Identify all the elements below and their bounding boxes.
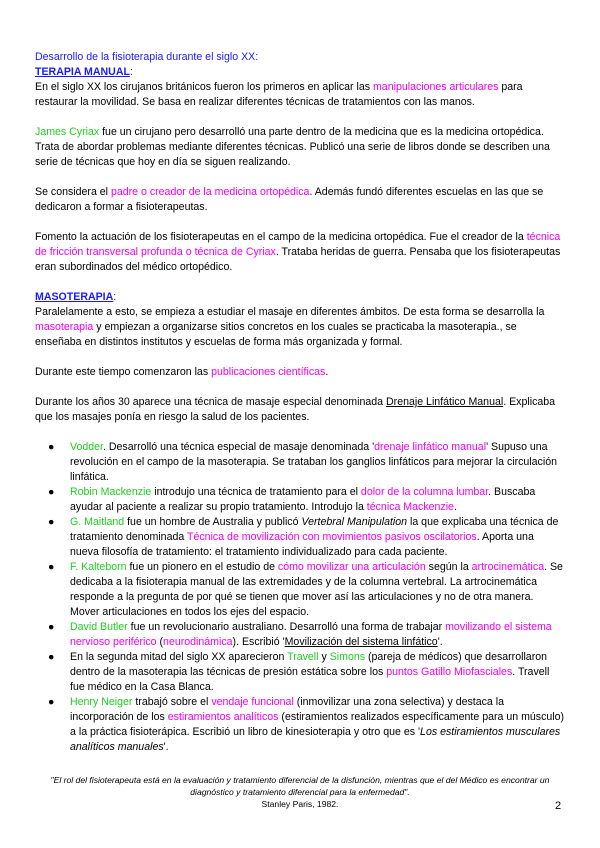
masoterapia-title: MASOTERAPIA:: [35, 291, 117, 303]
bullet-icon: ●: [48, 621, 55, 633]
list-item: ● F. Kalteborn fue un pionero en el estudio de cómo movilizar una articulación según la artrocinemática. Se dedicaba a la fisioterapia manual de las extremidades y de la columna vertebral. La artrocinemática responde a la pregunta de por qué se tienen que mover así las articulaciones y no de otra manera. Mover articulaciones en todos los ejes del espacio.: [48, 561, 563, 618]
masoterapia-paragraph-1: Paralelamente a esto, se empieza a estudiar el masaje en diferentes ámbitos. De esta forma se desarrolla la masoterapia y empiezan a organizarse sitios concretos en los cuales se practicaba la masoterapia., se enseñaba en distintos institutos y escuelas de forma más organizada y formal.: [35, 306, 545, 348]
page-number: 2: [555, 800, 562, 812]
list-item: ● Robin Mackenzie introdujo una técnica de tratamiento para el dolor de la columna lumbar. Buscaba ayudar al paciente a realizar su propio tratamiento. Introdujo la técnica Mackenzie.: [48, 486, 536, 513]
bullet-icon: ●: [48, 561, 55, 573]
terapia-paragraph-1: En el siglo XX los cirujanos británicos fueron los primeros en aplicar las manipulaciones articulares para restaurar la movilidad. Se basa en realizar diferentes técnicas de tratamientos con las manos.: [35, 81, 523, 108]
terapia-paragraph-2: James Cyriax fue un cirujano pero desarrolló una parte dentro de la medicina que es la medicina ortopédica. Trata de abordar problemas mediante diferentes técnicas. Publicó una serie de libros donde se describen una serie de técnicas que hoy en día se siguen realizando.: [35, 126, 550, 168]
quote-author: Stanley Paris, 1982.: [261, 799, 339, 809]
terapia-manual-title: TERAPIA MANUAL:: [35, 66, 133, 78]
bullet-icon: ●: [48, 651, 55, 663]
list-item: ● G. Maitland fue un hombre de Australia y publicó Vertebral Manipulation la que explicaba una técnica de tratamiento denominada Técnica de movilización con movimientos pasivos oscilatorios. Aporta una nueva filosofía de tratamiento: el tratamiento individualizado para cada paciente.: [48, 516, 559, 558]
document-page: [35, 50, 565, 810]
bullet-icon: ●: [48, 441, 55, 453]
bullet-icon: ●: [48, 696, 55, 708]
list-item: ● En la segunda mitad del siglo XX aparecieron Travell y Simons (pareja de médicos) que desarrollaron dentro de la masoterapia las técnicas de presión estática sobre los puntos Gatillo Miofasciales. Travell fue médico en la Casa Blanca.: [48, 651, 550, 693]
section-heading: Desarrollo de la fisioterapia durante el siglo XX:: [35, 51, 259, 63]
list-item: ● Henry Neiger trabajó sobre el vendaje funcional (inmovilizar una zona selectiva) y destaca la incorporación de los estiramientos analíticos (estiramientos realizados específicamente para un músculo) a la práctica fisioterápica. Escribió un libro de kinesioterapia y otro que es 'Los estiramientos musculares analíticos manuales'.: [48, 696, 565, 753]
pioneers-list: [35, 440, 565, 755]
bullet-icon: ●: [48, 516, 55, 528]
quote: "El rol del fisioterapeuta está en la evaluación y tratamiento diferencial de la disfunción, mientras que el del Médico es encontrar un diagnóstico y tratamiento diferencial para la enfermedad".: [50, 775, 550, 797]
terapia-paragraph-3: Se considera el padre o creador de la medicina ortopédica. Además fundó diferentes escuelas en las que se dedicaron a formar a fisioterapeutas.: [35, 186, 544, 213]
list-item: ● Vodder. Desarrolló una técnica especial de masaje denominada 'drenaje linfático manual' Supuso una revolución en el campo de la masoterapia. Se trataban los ganglios linfáticos para mejorar la circulación linfática.: [48, 441, 557, 483]
list-item: ● David Butler fue un revolucionario australiano. Desarrolló una forma de trabajar movilizando el sistema nervioso periférico (neurodinámica). Escribió 'Movilización del sistema linfático'.: [48, 621, 552, 648]
terapia-paragraph-4: Fomento la actuación de los fisioterapeutas en el campo de la medicina ortopédica. Fue el creador de la técnica de fricción transversal profunda o técnica de Cyriax. Trataba heridas de guerra. Pensaba que los fisioterapeutas eran subordinados del médico ortopédico.: [35, 231, 561, 273]
masoterapia-paragraph-3: Durante los años 30 aparece una técnica de masaje especial denominada Drenaje Linfático Manual. Explicaba que los masajes ponía en riesgo la salud de los pacientes.: [35, 396, 556, 423]
bullet-icon: ●: [48, 486, 55, 498]
masoterapia-paragraph-2: Durante este tiempo comenzaron las publicaciones científicas.: [35, 366, 329, 378]
